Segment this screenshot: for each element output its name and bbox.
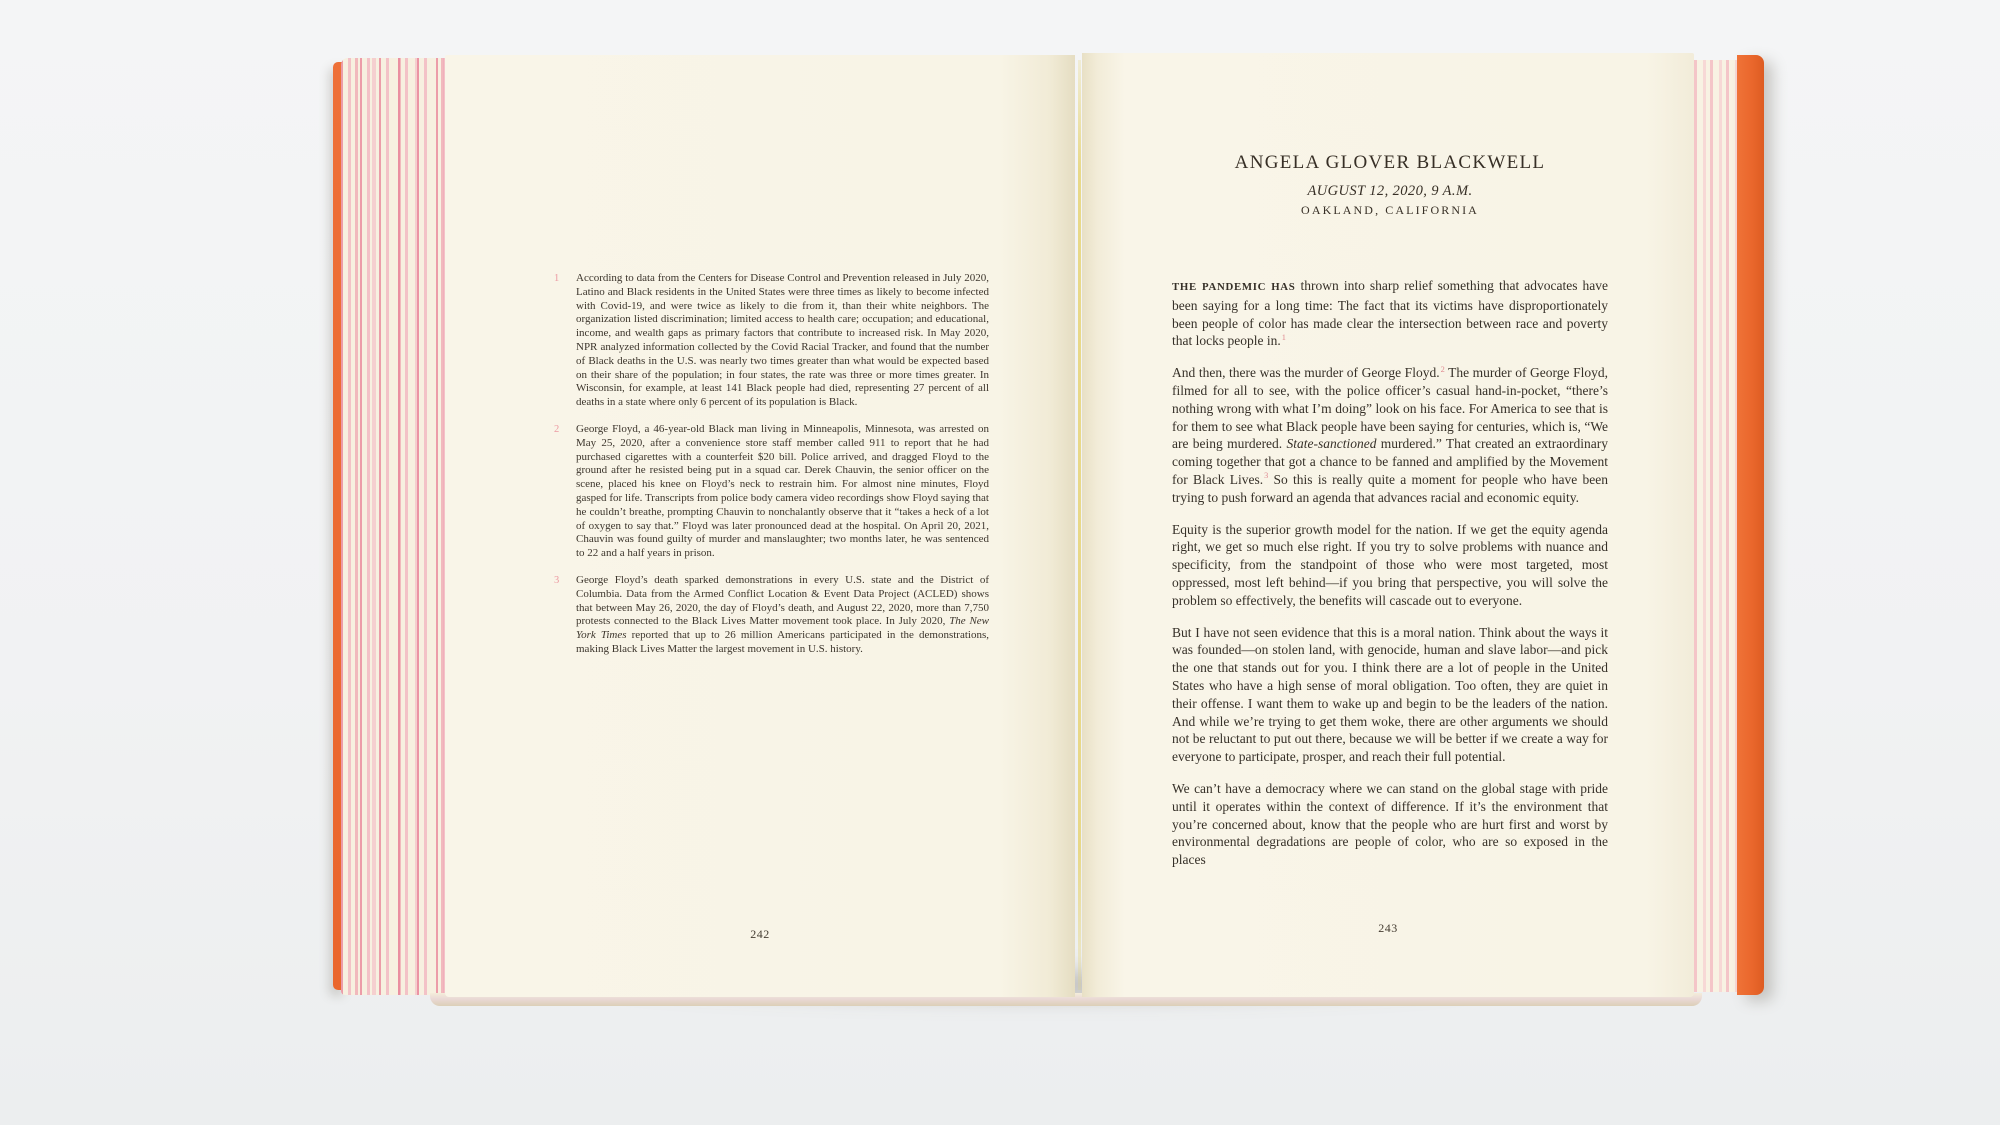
body-paragraph-5: We can’t have a democracy where we can stand on the global stage with pride until it operates within the context of difference. If it’s the environment that you’re concerned about, know that the people who are hurt first and worst by environmental degradations are people of color, who are so exposed in the places — [1172, 780, 1608, 868]
footnote-2-text: George Floyd, a 46-year-old Black man living in Minneapolis, Minnesota, was arrested on May 25, 2020, after a convenience store staff member called 911 to report that he had purchased cigarettes with a counterfeit $20 bill. Police arrived, and dragged Floyd to the ground after he resisted being put in a squad car. Derek Chauvin, the senior officer on the scene, placed his knee on Floyd’s neck to restrain him. For almost nine minutes, Floyd gasped for life. Transcripts from police body camera video recordings show Floyd saying that he couldn’t breathe, prompting Chauvin to nonchalantly observe that it “takes a heck of a lot of oxygen to say that.” Floyd was later pronounced dead at the hospital. On April 20, 2021, Chauvin was found guilty of murder and manslaughter; two months later, he was sentenced to 22 and a half years in prison. — [576, 422, 989, 560]
footnote-1 — [553, 272, 989, 410]
footnote-3-number: 3 — [554, 574, 560, 586]
cover-edge-right — [1737, 55, 1764, 995]
body-paragraph-1: THE PANDEMIC HAS thrown into sharp relief something that advocates have been saying for a long time: The fact that its victims have disproportionately been people of color has made clear the intersection between race and poverty that locks people in.$^1$ — [1172, 278, 1608, 349]
footnotes-block — [553, 272, 989, 670]
page-edges-left — [341, 58, 445, 995]
footnote-3-text: George Floyd’s death sparked demonstrations in every U.S. state and the District of Columbia. Data from the Armed Conflict Location & Event Data Project (ACLED) shows that between May 26, 2020, the day of Floyd’s death, and August 22, 2020, more than 7,750 protests connected to the Black Lives Matter movement took place. In July 2020, The New York Times reported that up to 26 million Americans participated in the demonstrations, making Black Lives Matter the largest movement in U.S. history. — [576, 573, 989, 655]
page-number-left: 242 — [750, 927, 770, 941]
book-gutter — [1078, 60, 1081, 990]
page-number-right: 243 — [1378, 921, 1398, 935]
footnote-1-number: 1 — [554, 273, 560, 284]
body-paragraph-2: And then, there was the murder of George Floyd.$^2$ The murder of George Floyd, filmed for all to see, with the police officer’s casual hand-in-pocket, “there’s nothing wrong with what I’m doing” look on his face. For America to see that is for them to see what Black people have been saying for centuries, which is, “We are being murdered. State-sanctioned murdered.” That created an extraordinary coming together that got a chance to be fanned and amplified by the Movement for Black Lives.$^3$ So this is really quite a moment for people who have been trying to push forward an agenda that advances racial and economic equity. — [1172, 364, 1609, 505]
page-left — [445, 55, 1075, 997]
chapter-title: ANGELA GLOVER BLACKWELL — [1234, 152, 1546, 173]
page-right — [1082, 53, 1694, 997]
chapter-location: OAKLAND, CALIFORNIA — [1301, 203, 1479, 217]
body-paragraph-4: But I have not seen evidence that this is a moral nation. Think about the ways it was founded—on stolen land, with genocide, human and slave labor—and pick the one that stands out for you. I think there are a lot of people in the United States who have a high sense of moral obligation. Too often, they are quiet in their offense. I want them to wake up and begin to be the leaders of the nation. And while we’re trying to get them woke, there are other arguments we should not be reluctant to put out there, because we will be better if we create a way for everyone to participate, prosper, and reach their full potential. — [1172, 624, 1608, 765]
page-edges-right — [1694, 60, 1739, 992]
footnote-1-text: According to data from the Centers for Disease Control and Prevention released in July 2020, Latino and Black residents in the United States were three times as likely to become infected with Covid-19, and were twice as likely to die from it, than their white neighbors. The organization listed discrimination; limited access to health care; occupation; and educational, income, and wealth gaps as primary factors that contribute to increased risk. In May 2020, NPR analyzed information collected by the Covid Racial Tracker, and found that the number of Black deaths in the U.S. was nearly two times greater than what would be expected based on their share of the population; in four states, the rate was three or more times greater. In Wisconsin, for example, at least 141 Black people had died, representing 27 percent of all deaths in a state where only 6 percent of its population is Black. — [576, 272, 989, 409]
chapter-dateline: AUGUST 12, 2020, 9 A.M. — [1307, 183, 1473, 199]
body-paragraph-3: Equity is the superior growth model for the nation. If we get the equity agenda right, we get so much else right. If you try to solve problems with nuance and specificity, from the standpoint of those who were most targeted, most oppressed, most left behind—if you bring that perspective, you will solve the problem so effectively, the benefits will cascade out to everyone. — [1172, 521, 1608, 608]
footnote-3 — [553, 574, 989, 657]
footnote-2-number: 2 — [554, 423, 560, 435]
chapter-header — [1172, 152, 1608, 218]
body-text — [1172, 277, 1608, 883]
footnote-2 — [553, 423, 989, 561]
